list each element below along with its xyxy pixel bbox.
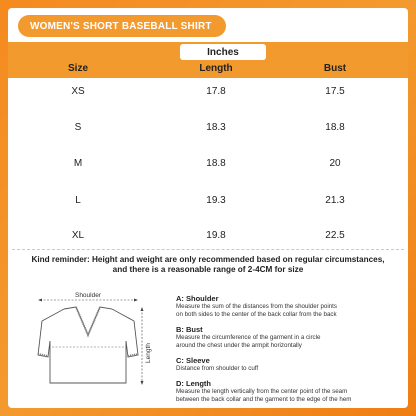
cell-bust: 17.5 (325, 86, 345, 97)
cell-length: 18.8 (206, 158, 226, 169)
unit-label: Inches (180, 44, 266, 60)
shirt-diagram-svg (30, 291, 158, 403)
shirt-outline (38, 307, 138, 383)
definition-line: Measure the sum of the distances from the shoulder points (176, 303, 337, 310)
definition-line: between the back collar and the garment to the edge of the hem (176, 396, 352, 404)
definition-length (176, 379, 404, 404)
table-row (8, 158, 408, 172)
kind-reminder (14, 255, 402, 276)
page-title: WOMEN'S SHORT BASEBALL SHIRT (18, 15, 226, 37)
definition-line: Measure the circumference of the garment in a circle (176, 334, 321, 342)
length-label: Length (145, 343, 152, 363)
definition-line: Distance from shoulder to cuff (176, 365, 259, 373)
section-divider (12, 249, 404, 250)
cell-length: 19.3 (206, 195, 226, 206)
column-header-size: Size (67, 63, 89, 74)
shoulder-arrow-left-head (38, 299, 42, 302)
table-row (8, 86, 408, 100)
cell-size: M (73, 158, 83, 169)
cell-length: 17.8 (206, 86, 226, 97)
cell-bust: 20 (329, 158, 341, 169)
table-row (8, 195, 408, 209)
cell-size: S (74, 122, 82, 133)
definition-bust (176, 325, 404, 350)
cell-bust: 21.3 (325, 195, 345, 206)
column-header-length: Length (199, 63, 233, 74)
definition-title: B: Bust (176, 325, 203, 335)
definition-sleeve (176, 356, 404, 373)
cell-size: XS (71, 86, 85, 97)
reminder-line-2: and there is a reasonable range of 2-4CM for size (112, 265, 304, 275)
column-header-bust: Bust (323, 63, 347, 74)
length-arrow-top-head (141, 307, 144, 311)
definition-title: D: Length (176, 379, 211, 389)
shirt-measurement-diagram (30, 291, 158, 403)
table-row (8, 230, 408, 244)
length-arrow-bottom-head (141, 381, 144, 385)
definition-title: A: Shoulder (176, 294, 219, 303)
definition-line: on both sides to the center of the back collar from the back (176, 311, 337, 319)
definition-shoulder (176, 294, 404, 319)
cell-bust: 22.5 (325, 230, 345, 241)
definition-line: Measure the length vertically from the center point of the seam (176, 388, 348, 396)
cell-bust: 18.8 (325, 122, 345, 133)
reminder-line-1: Kind reminder: Height and weight are only recommended based on regular circumstances, (31, 255, 385, 264)
table-row (8, 122, 408, 136)
cell-size: XL (71, 230, 85, 241)
shoulder-arrow-right-head (134, 299, 138, 302)
cell-size: L (75, 195, 81, 206)
shoulder-label: Shoulder (74, 292, 102, 299)
cell-length: 18.3 (206, 122, 226, 133)
definition-title: C: Sleeve (176, 356, 210, 366)
definition-line: around the chest under the armpit horizontally (176, 342, 302, 350)
measurement-definitions (176, 294, 404, 408)
cell-length: 19.8 (206, 230, 226, 241)
size-chart-card (8, 8, 408, 408)
